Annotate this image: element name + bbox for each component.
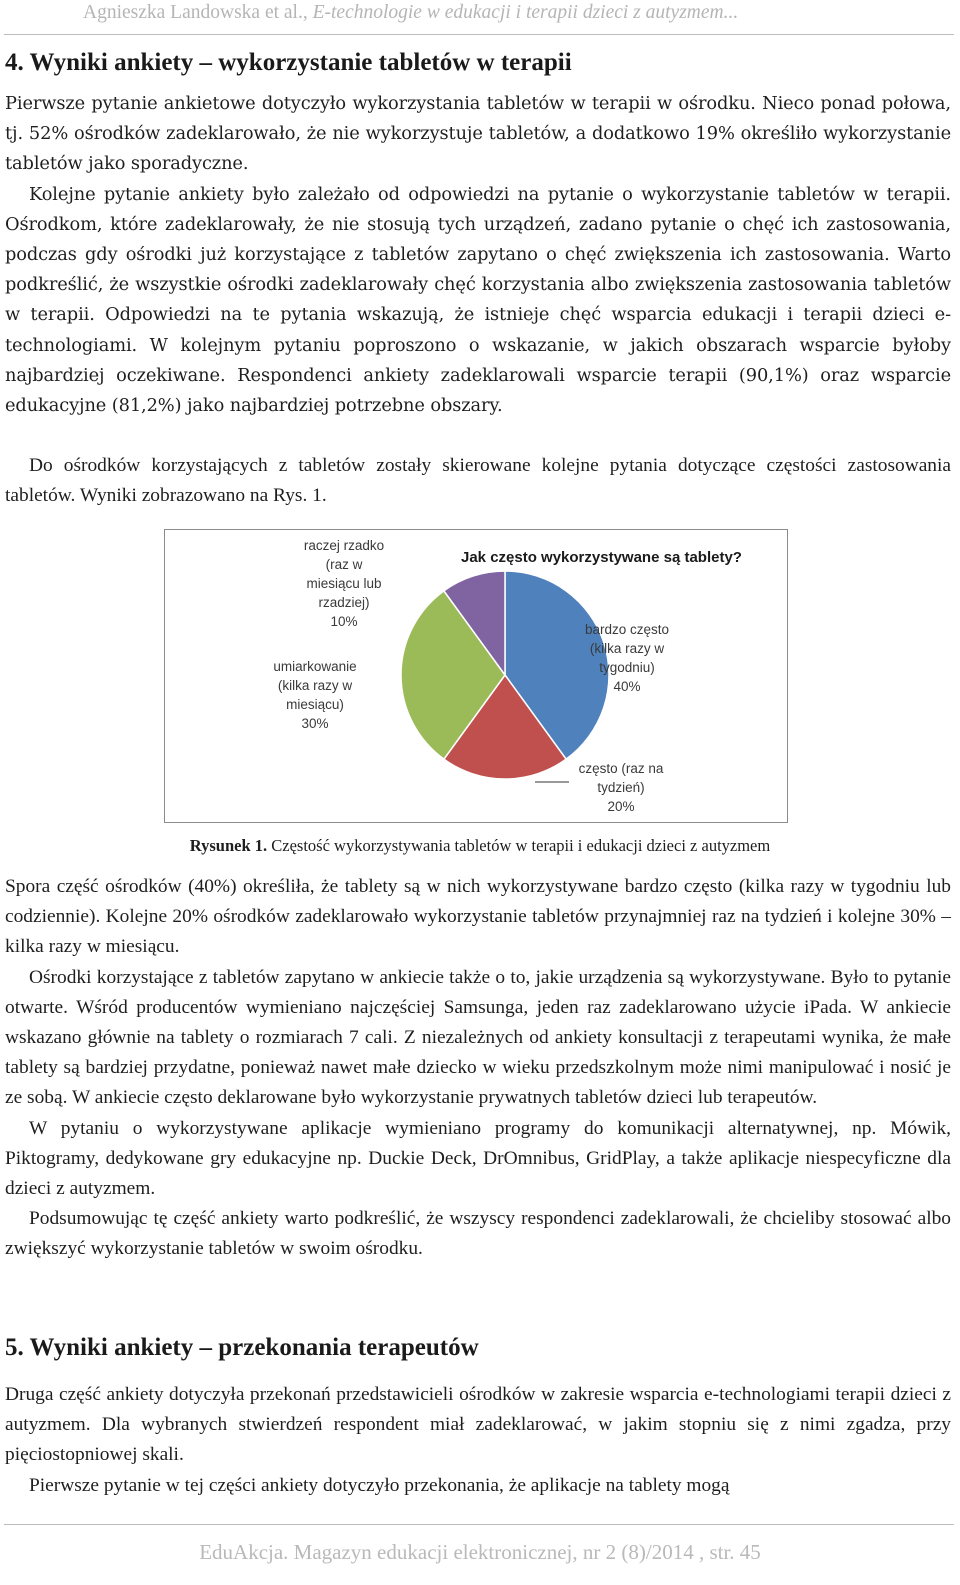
paragraph: Pierwsze pytanie ankietowe dotyczyło wykorzystania tabletów w terapii w ośrodku. Nieco ponad połowa, tj. 52% ośrodków zadeklarowało, że nie wykorzystuje tabletów, a dodatkowo 19% określiło wykorzystanie tabletów jako sporadyczne. (5, 93, 951, 175)
pie-label-line: bardzo często (584, 622, 670, 637)
figure-caption-text: Częstość wykorzystywania tabletów w terapii i edukacji dzieci z autyzmem (267, 836, 771, 855)
section-5-body (5, 1380, 951, 1501)
header-rule (4, 34, 954, 35)
paragraph: Druga część ankiety dotyczyła przekonań przedstawicieli ośrodków w zakresie wsparcia e-technologiami terapii dzieci z autyzmem. Dla wybranych stwierdzeń respondent miał zadeklarować, w jakim stopniu się z nimi zgadza, przy pięciostopniowej skali. (5, 1384, 951, 1466)
chart-title: Jak często wykorzystywane są tablety? (461, 549, 742, 566)
section-4-body-end (5, 451, 951, 511)
running-head (83, 2, 953, 24)
pie-label-line: (raz w (325, 557, 363, 572)
after-figure-body (5, 872, 951, 1265)
pie-chart-svg (165, 530, 787, 822)
pie-label-line: 20% (607, 799, 635, 814)
page-footer: EduAkcja. Magazyn edukacji elektronicznej, nr 2 (8)/2014 , str. 45 (199, 1540, 761, 1564)
figure-label: Rysunek 1. (189, 836, 268, 855)
section-4-heading: 4. Wyniki ankiety – wykorzystanie tabletów w terapii (5, 49, 572, 76)
paragraph: Spora część ośrodków (40%) określiła, że tablety są w nich wykorzystywane bardzo często (kilka razy w tygodniu lub codziennie). Kolejne 20% ośrodków zadeklarowało wykorzystanie tabletów przynajmniej raz na tydzień i kolejne 30% – kilka razy w miesiącu. (5, 876, 951, 958)
pie-slices (401, 571, 609, 779)
paragraph: Pierwsze pytanie w tej części ankiety dotyczyło przekonania, że aplikacje na tablety mogą (29, 1474, 730, 1496)
pie-label-line: tygodniu) (599, 660, 655, 675)
paragraph: Ośrodki korzystające z tabletów zapytano w ankiecie także o to, jakie urządzenia są wykorzystywane. Było to pytanie otwarte. Wśród producentów wymieniano najczęściej Samsunga, jeden raz zadeklarowano użycie iPada. W ankiecie wskazano głównie na tablety o rozmiarach 7 cali. Z niezależnych od ankiety konsultacji z terapeutami wynika, że małe tablety są bardziej przydatne, ponieważ nawet małe dziecko w wieku przedszkolnym może nimi manipulować i nosić je ze sobą. W ankiecie często deklarowane było wykorzystanie prywatnych tabletów dzieci lub terapeutów. (5, 966, 951, 1109)
pie-label-line: umiarkowanie (273, 659, 357, 674)
running-head-title: E-technologie w edukacji i terapii dzieci z autyzmem... (312, 2, 739, 23)
footer-rule (4, 1524, 954, 1525)
pie-label-line: miesiącu lub (306, 576, 382, 591)
paragraph: W pytaniu o wykorzystywane aplikacje wymieniano programy do komunikacji alternatywnej, np. Mówik, Piktogramy, dedykowane gry edukacyjne np. Duckie Deck, DrOmnibus, GridPlay, a także aplikacje niespecyficzne dla dzieci z autyzmem. (5, 1117, 951, 1200)
paragraph: Kolejne pytanie ankiety było zależało od odpowiedzi na pytanie o wykorzystanie tabletów w terapii. Ośrodkom, które zadeklarowały, że nie stosują tych urządzeń, zadano pytanie o chęć ich zastosowania, podczas gdy ośrodki już korzystające z tabletów zapytano o chęć zwiększenia ich zastosowania. Warto podkreślić, że wszystkie ośrodki zadeklarowały chęć korzystania albo zwiększenia zastosowania tabletów w terapii. Odpowiedzi na te pytania wskazują, że istnieje chęć wsparcia edukacji i terapii dzieci e-technologiami. W kolejnym pytaniu poproszono o wskazanie, w jakich obszarach wsparcie byłoby najbardziej oczekiwane. Respondenci ankiety zadeklarowali wsparcie terapii (90,1%) oraz wsparcie edukacyjne (81,2%) jako najbardziej potrzebne obszary. (5, 183, 951, 417)
pie-label-line: 40% (613, 679, 641, 694)
pie-label (304, 538, 384, 629)
running-head-authors: Agnieszka Landowska et al., (83, 2, 313, 23)
paragraph: Podsumowując tę część ankiety warto podkreślić, że wszyscy respondenci zadeklarowali, że chcieliby stosować albo zwiększyć wykorzystanie tabletów w swoim ośrodku. (5, 1208, 951, 1260)
pie-label-line: raczej rzadko (303, 538, 385, 553)
pie-label-line: rzadziej) (318, 595, 370, 610)
pie-chart (164, 529, 788, 823)
paragraph: Do ośrodków korzystających z tabletów zostały skierowane kolejne pytania dotyczące częstości zastosowania tabletów. Wyniki zobrazowano na Rys. 1. (5, 455, 951, 507)
pie-label-line: (kilka razy w (589, 641, 665, 656)
pie-label-line: tydzień) (597, 780, 645, 795)
pie-label (273, 659, 356, 731)
pie-label-line: miesiącu) (286, 697, 344, 712)
pie-label-line: 10% (330, 614, 358, 629)
section-5-heading: 5. Wyniki ankiety – przekonania terapeutów (5, 1334, 479, 1361)
figure-caption (0, 836, 960, 856)
section-4-body (5, 89, 951, 421)
pie-label (579, 761, 664, 814)
pie-label-line: często (raz na (578, 761, 664, 776)
pie-label-line: 30% (301, 716, 329, 731)
pie-label-line: (kilka razy w (277, 678, 353, 693)
